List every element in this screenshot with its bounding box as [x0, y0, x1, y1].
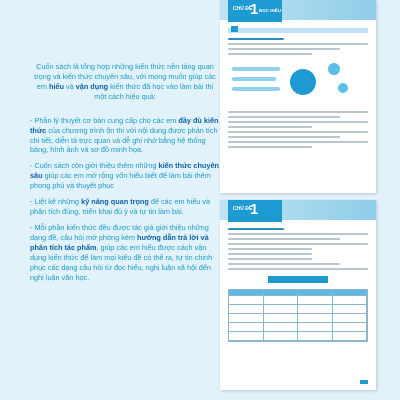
text-line	[228, 48, 340, 50]
diagram-label	[232, 87, 280, 91]
text-line	[228, 141, 368, 143]
intro-paragraph	[30, 62, 220, 102]
diagram-center	[290, 69, 316, 95]
bullet-1	[30, 116, 220, 156]
page-header	[220, 0, 376, 20]
chapter-label: CHỦ ĐỀ	[233, 206, 253, 212]
concept-diagram	[228, 59, 368, 107]
table-row	[229, 323, 367, 332]
text-line	[228, 43, 368, 45]
intro-bold-2: vận dụng	[75, 81, 109, 91]
text-line	[228, 53, 312, 55]
section-banner	[268, 276, 328, 283]
page-header	[220, 200, 376, 220]
bullet-4	[30, 223, 220, 283]
body-lines	[220, 111, 376, 148]
text-line	[228, 253, 312, 255]
diagram-label	[232, 77, 276, 81]
text-line	[228, 233, 368, 235]
intro-text-1: Cuốn sách là tổng hợp những kiến thức nền tảng quan trọng và kiến thức chuyên sâu, với mong muốn giúp các em	[34, 62, 216, 91]
bullet-4-b: hướng dẫn trả lời và phân tích tác phẩm	[30, 232, 209, 252]
text-line	[228, 116, 340, 118]
table-row	[229, 314, 367, 323]
text-line	[228, 38, 284, 40]
bullet-2	[30, 161, 220, 191]
bullet-1-a: - Phần lý thuyết cơ bản cung cấp cho các em	[30, 115, 179, 125]
body-lines	[220, 228, 376, 270]
bullet-4-a: - Mỗi phần kiến thức đều được tác giả giới thiệu những dạng đề, câu hỏi mở phỏng kèm	[30, 222, 209, 242]
table-row	[229, 305, 367, 314]
text-line	[228, 131, 368, 133]
sample-page-2	[220, 200, 376, 390]
text-line	[228, 121, 368, 123]
chapter-number: 1	[250, 201, 259, 218]
table-row	[229, 296, 367, 305]
diagram-label	[232, 67, 280, 71]
intro-text-2: và	[63, 81, 76, 91]
description-column	[30, 62, 220, 289]
intro-text-3: kiến thức đã học vào làm bài thi một cách hiệu quả:	[94, 81, 214, 101]
bullet-4-c: , giúp các em hiểu được cách vận dụng kiến thức để làm mọi kiểu đề có thể ra, tự tin chinh phục các dạng câu hỏi từ đọc hiểu, nghị luận xã hội đến nghị luận văn học.	[30, 242, 213, 282]
method-table	[228, 289, 368, 342]
section-tag	[231, 26, 238, 32]
sample-page-1	[220, 0, 376, 193]
text-line	[228, 263, 340, 265]
bullet-3	[30, 197, 220, 217]
text-line	[228, 228, 284, 230]
table-row	[229, 332, 367, 341]
bullet-3-a: - Liệt kê những	[30, 197, 82, 207]
text-line	[228, 238, 340, 240]
page-number-tab	[360, 380, 368, 384]
text-line	[228, 248, 312, 250]
chapter-label: CHỦ ĐỀ	[233, 6, 253, 12]
bullet-1-c: của chương trình ôn thi với nội dung được phân tích chi tiết, diễn tả trực quan và dễ ghi nhớ bằng hệ thống bảng, hình ảnh và sơ đồ minh họa.	[30, 125, 218, 155]
bullet-3-b: kỹ năng quan trọng	[81, 197, 149, 207]
bullet-2-b: kiến thức chuyên sâu	[30, 161, 219, 181]
chapter-chip	[228, 0, 282, 22]
chapter-chip	[228, 200, 282, 222]
bullet-2-c: giúp các em mở rộng vốn hiểu biết để làm bài thêm phong phú và thuyết phục	[30, 171, 211, 191]
bullet-2-a: - Cuốn sách còn giới thiệu thêm những	[30, 161, 159, 171]
diagram-node	[328, 63, 340, 75]
text-line	[228, 243, 368, 245]
text-line	[228, 268, 368, 270]
text-line	[228, 111, 368, 113]
diagram-node	[338, 83, 348, 93]
text-line	[228, 258, 312, 260]
chapter-subtitle: ĐỌC HIỂU	[259, 8, 282, 13]
section-bar	[228, 28, 368, 33]
text-line	[228, 126, 312, 128]
text-line	[228, 146, 312, 148]
text-line	[228, 136, 340, 138]
intro-bold-1: hiểu	[48, 81, 64, 91]
bullet-1-b: đầy đủ kiến thức	[30, 115, 219, 135]
body-lines	[220, 38, 376, 55]
bullet-3-c: để các em hiểu và phân tích đúng, triển khai đủ ý và tự tin làm bài.	[30, 197, 211, 217]
chapter-number: 1	[250, 1, 259, 18]
